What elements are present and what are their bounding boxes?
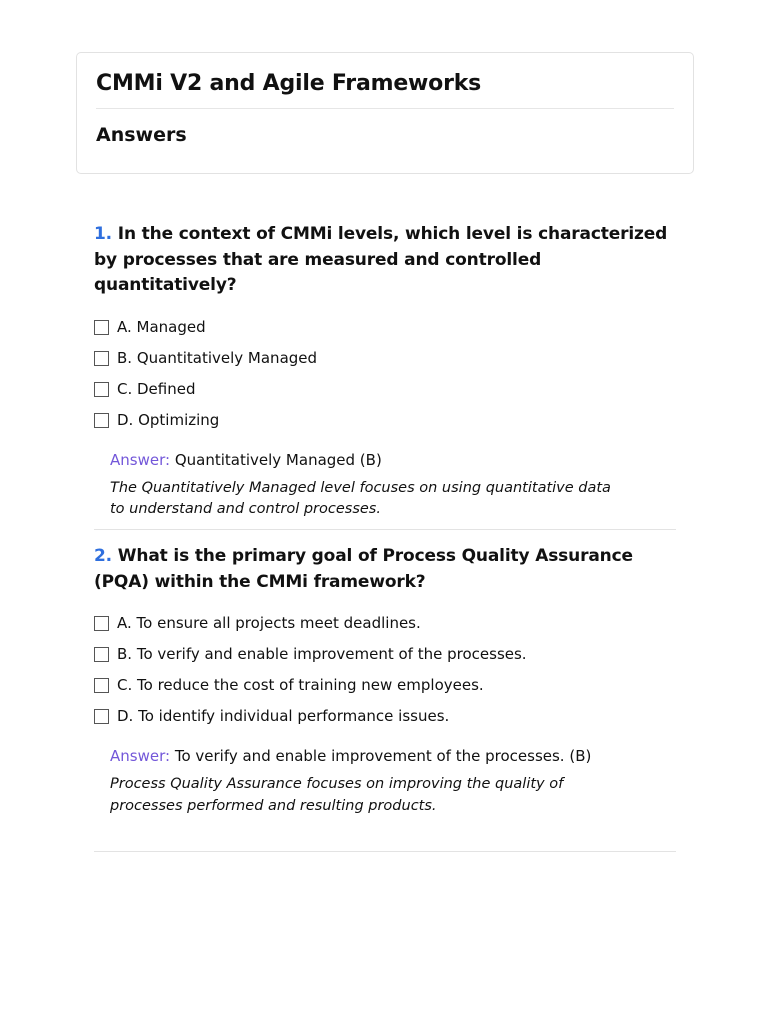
option-checkbox[interactable] [94,382,109,397]
option-checkbox[interactable] [94,413,109,428]
option-label: A. Managed [117,317,206,336]
answer-label: Answer: [110,450,171,469]
option-label: A. To ensure all projects meet deadlines. [117,614,421,632]
question-divider [94,529,676,530]
answer-line [110,450,676,470]
question-2 [94,544,676,817]
answer-text: To verify and enable improvement of the processes. (B) [174,747,592,765]
question-number: 2. [94,546,112,566]
question-number: 1. [94,224,112,244]
option-label: C. Defined [117,379,196,398]
header-divider [96,108,674,109]
page-subtitle: Answers [96,124,187,146]
option-label: D. To identify individual performance issues. [117,707,450,725]
question-1 [94,222,676,521]
option-checkbox[interactable] [94,709,109,724]
option-c[interactable] [94,670,676,701]
option-b[interactable] [94,639,676,670]
option-label: B. Quantitatively Managed [117,348,318,367]
option-d[interactable] [94,405,676,436]
option-label: B. To verify and enable improvement of the processes. [117,645,527,663]
question-divider [94,851,676,852]
question-text: What is the primary goal of Process Quality Assurance (PQA) within the CMMi framework? [94,546,633,592]
question-title [94,222,676,299]
answer-block [110,746,676,817]
option-b[interactable] [94,343,676,374]
option-c[interactable] [94,374,676,405]
answer-label: Answer: [110,747,171,765]
answer-explanation: The Quantitatively Managed level focuses on using quantitative data to understand and control processes. [110,479,611,517]
option-checkbox[interactable] [94,351,109,366]
question-text: In the context of CMMi levels, which level is characterized by processes that are measured and controlled quantitatively? [94,224,668,295]
option-checkbox[interactable] [94,616,109,631]
answer-line [110,746,676,766]
option-checkbox[interactable] [94,320,109,335]
answer-text: Quantitatively Managed (B) [174,450,382,469]
options-list [94,312,676,436]
header-card [76,52,694,174]
page-title: CMMi V2 and Agile Frameworks [96,71,482,96]
option-label: C. To reduce the cost of training new employees. [117,676,484,694]
answer-explanation: Process Quality Assurance focuses on improving the quality of processes performed and resulting products. [110,776,564,814]
option-a[interactable] [94,608,676,639]
option-checkbox[interactable] [94,647,109,662]
question-title [94,544,676,595]
option-label: D. Optimizing [117,410,220,429]
answer-block [110,450,676,521]
option-checkbox[interactable] [94,678,109,693]
option-d[interactable] [94,701,676,732]
option-a[interactable] [94,312,676,343]
options-list [94,608,676,732]
